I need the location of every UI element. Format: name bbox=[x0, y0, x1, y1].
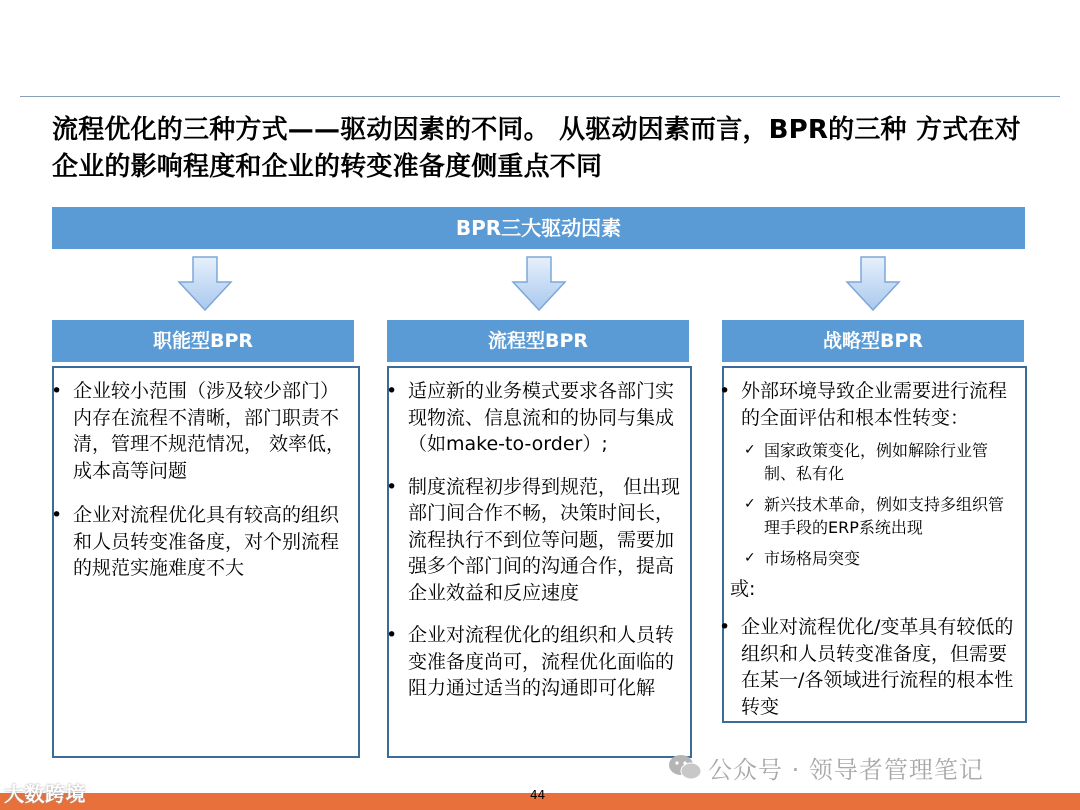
bullet-item: • 企业较小范围（涉及较少部门）内存在流程不清晰，部门职责不清，管理不规范情况， 效率低，成本高等问题 bbox=[51, 380, 346, 482]
column-box-process bbox=[387, 366, 692, 758]
bullet-item: • 适应新的业务模式要求各部门实现物流、信息流和的协同与集成（如make-to-order）; bbox=[386, 380, 675, 455]
down-arrow-icon bbox=[511, 256, 567, 312]
bullet-item: • 制度流程初步得到规范， 但出现部门间合作不畅，决策时间长，流程执行不到位等问题，需要加强多个部门间的沟通合作，提高企业效益和反应速度 bbox=[386, 475, 681, 604]
check-icon: ✓ bbox=[744, 496, 756, 512]
column-header-process: 流程型BPR bbox=[387, 320, 689, 362]
column-header-strategic: 战略型BPR bbox=[722, 320, 1024, 362]
page-number: 44 bbox=[530, 788, 546, 802]
brand-logo: 大数跨境 bbox=[4, 782, 86, 806]
column-box-functional bbox=[52, 366, 360, 758]
check-item: ✓ 市场格局突变 bbox=[744, 549, 861, 568]
check-icon: ✓ bbox=[744, 442, 756, 458]
bullet-item: • 企业对流程优化具有较高的组织和人员转变准备度，对个别流程的规范实施难度不大 bbox=[51, 504, 340, 579]
bullet-item: • 外部环境导致企业需要进行流程的全面评估和根本性转变： bbox=[719, 380, 1008, 429]
banner-bpr-drivers: BPR三大驱动因素 bbox=[52, 207, 1025, 249]
column-box-strategic bbox=[719, 366, 1027, 723]
or-label: 或: bbox=[730, 578, 756, 600]
check-item: ✓ 国家政策变化，例如解除行业管制、私有化 bbox=[744, 441, 989, 483]
check-icon: ✓ bbox=[744, 550, 756, 566]
down-arrow-icon bbox=[845, 256, 901, 312]
check-item: ✓ 新兴技术革命，例如支持多组织管理手段的ERP系统出现 bbox=[744, 495, 1005, 537]
column-header-functional: 职能型BPR bbox=[52, 320, 354, 362]
top-divider bbox=[20, 96, 1060, 97]
down-arrow-icon bbox=[177, 256, 233, 312]
watermark-text: 公众号 · 领导者管理笔记 bbox=[708, 756, 984, 784]
bullet-item: • 企业对流程优化的组织和人员转变准备度尚可，流程优化面临的阻力通过适当的沟通即可化解 bbox=[386, 624, 675, 699]
wechat-icon bbox=[668, 753, 702, 781]
slide-title: 流程优化的三种方式——驱动因素的不同。 从驱动因素而言，BPR的三种 方式在对企业的影响程度和企业的转变准备度侧重点不同 bbox=[52, 115, 1021, 182]
bullet-item: • 企业对流程优化/变革具有较低的组织和人员转变准备度，但需要在某一/各领域进行流程的根本性转变 bbox=[719, 616, 1014, 718]
